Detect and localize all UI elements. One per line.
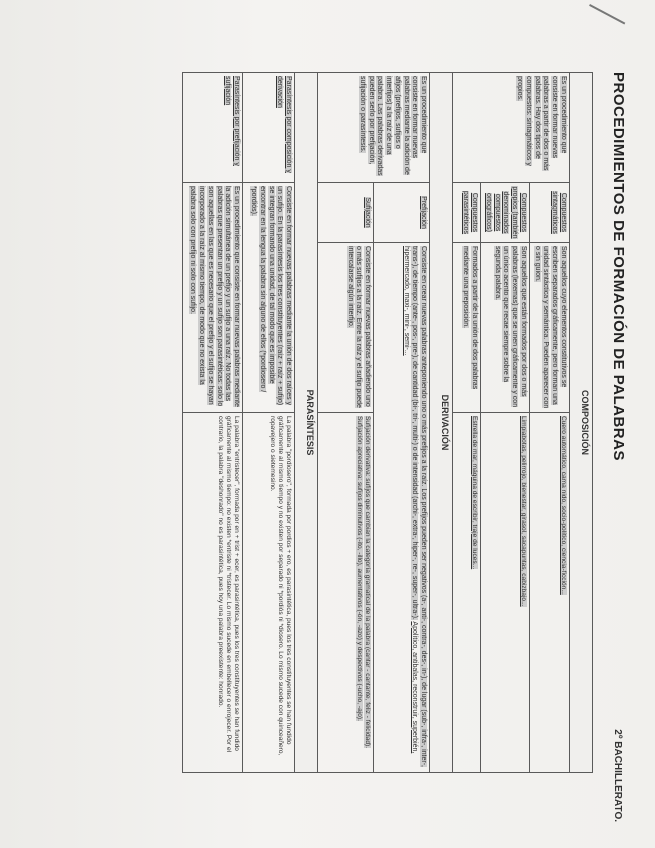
composicion-definition: Es un procedimiento que consiste en formar nuevas palabras a partir de dos o más palabras. Hay dos tipos de compuestos: sintagmáticos y propios. [453, 73, 570, 183]
table-row [530, 73, 570, 773]
parasintesis-description-2: Es un procedimiento que consiste en formar nuevas palabras mediante la adición simultánea de un prefijo y un sufijo a una raíz. No todas las palabras que presentan un prefijo y un sufijo son parasintéticas: solo lo son aquellas en las que es necesario que el prefijo y el sufijo se hayan incorporado a la raíz al mismo tiempo, de modo que no exista la palabra solo con prefijo ni solo con sufijo. [183, 183, 243, 413]
derivacion-description-1: Consiste en crear nuevas palabras anteponiendo uno o más prefijos a la raíz. Los prefijos pueden ser negativos (a-, anti-, contra-, des-, in-), de lugar (sub-, infra-, inter-, trans-), de tiempo (ante-, pos-, pre-), de cantidad (bi-, tri-, multi-) o de intensidad (archi-, extra-, hiper-, re-, super-, ultra-). Apolítico, antibalas, reconstruir, superbién, hipermercado, maxi-, mini-, semi-... [374, 243, 430, 773]
table-row [183, 73, 243, 773]
section-header-parasintesis [295, 73, 318, 773]
composicion-description-2: Son aquellos que están formados por dos o más palabras (lexemas) que se unen gráficamente y con un único acento que recae siempre sobre la segunda palabra. [481, 243, 530, 413]
composicion-description-3: Formados a partir de la unión de dos palabras mediante una preposición. [453, 243, 481, 413]
composicion-description-1: Son aquellos cuyo elementos constitutivos se escriben separados gráficamente, pero forman una unidad sintáctica y semántica. Pueden aparecer con o sin guion. [530, 243, 570, 413]
parasintesis-type-2: Parasíntesis por prefijación y sufijación [183, 73, 243, 183]
parasintesis-description-1: Consiste en formar nuevas palabras mediante la unión de dos raíces y un sufijo. En la parasíntesis los tres constituyentes (raíz + raíz + sufijo) se integran formando una unidad, de tal modo que es imposible encontrar en la lengua la palabra sin alguno de ellos (*pordiosero / *pordiós). [243, 183, 295, 413]
formation-table [182, 72, 593, 773]
derivacion-examples-1: Apolítico, antibalas, reconstruir, superbién, hipermercado, maxi-, mini-, semi-... [402, 246, 419, 754]
derivacion-description-2: Consiste en formar nuevas palabras añadiendo uno o más sufijos a la raíz. Entre la raíz y el sufijo puede intercalarse algún interfijo. [318, 243, 374, 413]
composicion-examples-2: Limpiabotas, pelirrojo, bienestar, girasol, sacapuntas, cabizbajo... [481, 413, 530, 773]
composicion-examples-1: Cuero automático, cama nido, socio-político, ciencia-ficción... [530, 413, 570, 773]
parasintesis-type-1: Parasíntesis por composición y derivación [243, 73, 295, 183]
table-row [374, 73, 430, 773]
heading-derivacion: DERIVACIÓN [430, 73, 453, 773]
parasintesis-examples-2: La palabra "entristecer", formada por en + trist + ecer, es parasintética, pues los tres constituyentes se han fundido gráficamente al mismo tiempo: no existen *entriste ni *tristecer. Lo mismo sucede en embellecer o enrojecer. Por el contrario, la palabra "deshonrado" no es parasintética, pues hoy una palabra preexistente: honrado. [183, 413, 243, 773]
heading-parasintesis: PARASÍNTESIS [295, 73, 318, 773]
composicion-type-3: Compuestos parasintéticos [453, 183, 481, 243]
derivacion-examples-2: Sufijación derivativa: sufijos que cambian la categoría gramatical de la palabra (cantar - cantante, feliz - felicidad). Sufijación apreciativa: sufijos diminutivos (-ito, -illo), aumentativos (-ón, -azo) y despectivos (-ucho, -ajo). [318, 413, 374, 773]
derivacion-type-2: Sufijación [318, 183, 374, 243]
heading-composicion: COMPOSICIÓN [570, 73, 593, 773]
course-label: 2º BACHILLERATO. [612, 729, 623, 822]
composicion-type-2: Compuestos propios (también denominados compuestos ortográficos) [481, 183, 530, 243]
section-header-derivacion [430, 73, 453, 773]
derivacion-type-1: Prefijación [374, 183, 430, 243]
composicion-examples-3: Estrella de mar, máquina de escribir, traje de luces... [453, 413, 481, 773]
parasintesis-examples-1: La palabra "pordiosero", formada por pordios + ero, es parasintética, pues los tres constituyentes se han fundido gráficamente al mismo tiempo y no existen por separado ni *pordiós ni *diosero. Lo mismo sucede con quinceañero, ropavejero o sietemesino. [243, 413, 295, 773]
section-header-composicion [570, 73, 593, 773]
composicion-type-1: Compuestos sintagmáticos [530, 183, 570, 243]
page-title: PROCEDIMIENTOS DE FORMACIÓN DE PALABRAS [610, 72, 627, 461]
derivacion-definition: Es un procedimiento que consiste en formar nuevas palabras mediante la adición de afijos (prefijos, sufijos o interfijos) a la raíz de una palabra. Las palabras derivadas pueden serlo por prefijación, sufijación o parasíntesis. [318, 73, 430, 183]
table-row [243, 73, 295, 773]
